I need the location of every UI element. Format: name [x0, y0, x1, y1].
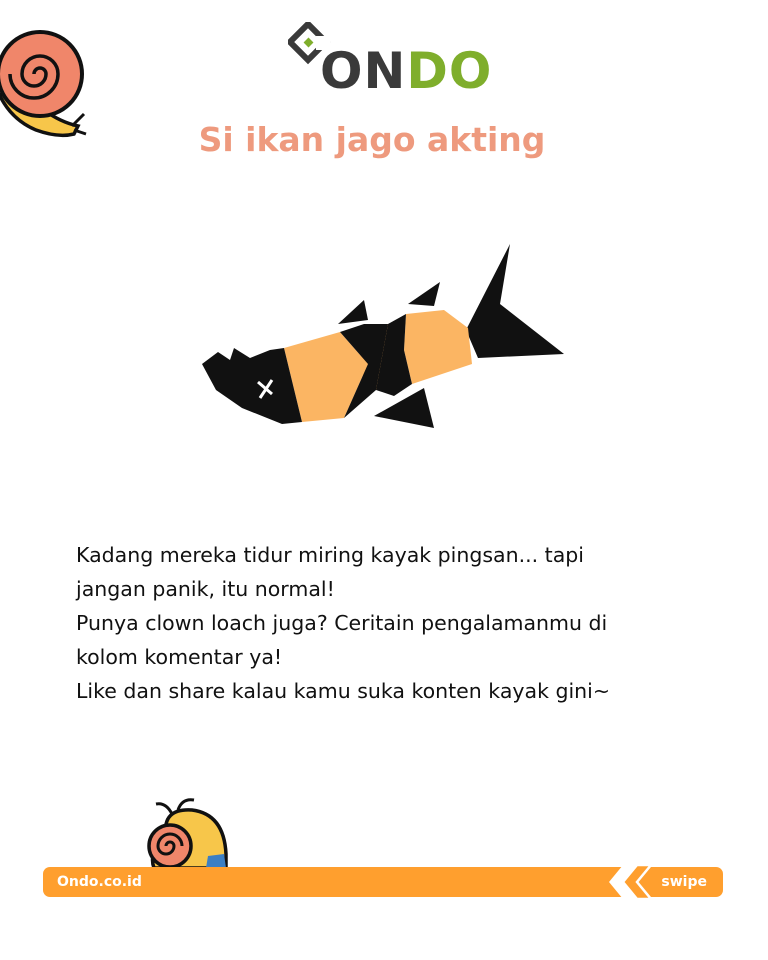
- clown-loach-fish-illustration: [198, 240, 568, 430]
- logo-text-on: ON: [320, 42, 407, 100]
- logo-wordmark: [320, 42, 493, 100]
- snail-icon: [142, 796, 230, 870]
- footer-site-link[interactable]: Ondo.co.id: [57, 874, 142, 890]
- swipe-button[interactable]: swipe: [661, 874, 707, 890]
- ondo-logo: [288, 22, 493, 100]
- footer-bar: [43, 867, 723, 897]
- double-chevron-left-icon: [609, 863, 651, 901]
- page-title: Si ikan jago akting: [198, 120, 546, 159]
- body-paragraph: Kadang mereka tidur miring kayak pingsan... tapi jangan panik, itu normal! Punya clown loach juga? Ceritain pengalamanmu di kolom komentar ya! Like dan share kalau kamu suka konten kayak gini~: [76, 543, 611, 703]
- logo-text-do: DO: [406, 42, 493, 100]
